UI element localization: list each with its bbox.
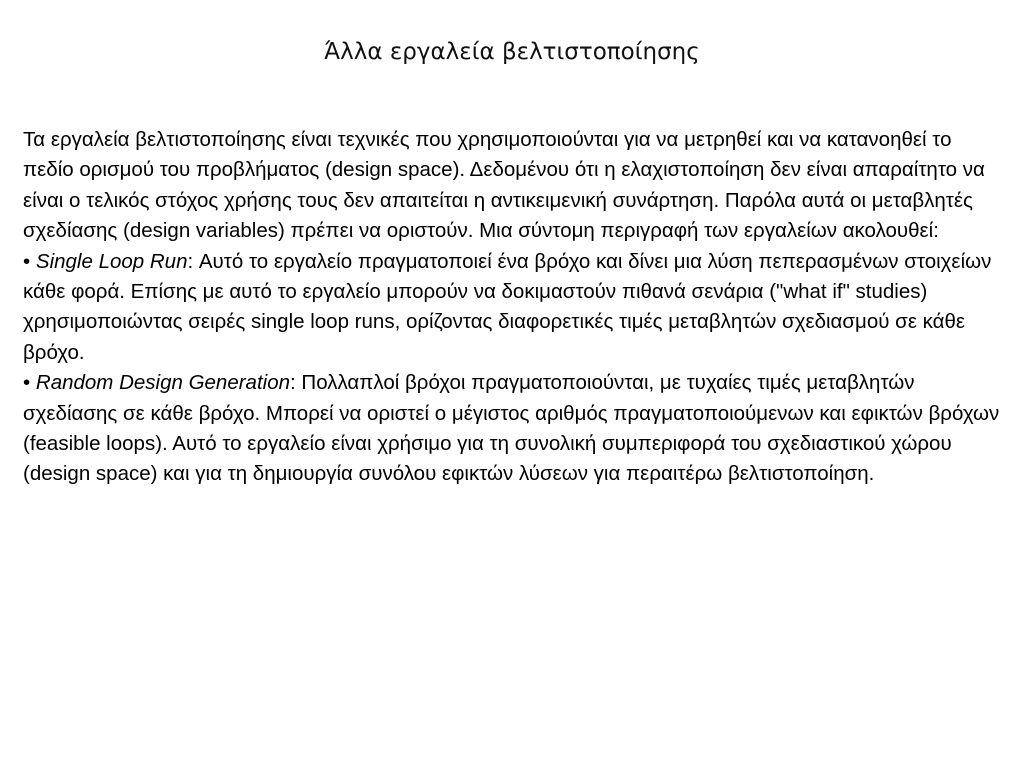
bullet-marker: • — [23, 371, 31, 395]
bullet-term: Single Loop Run — [35, 249, 188, 273]
bullet-text: : Αυτό το εργαλείο πραγματοποιεί ένα βρόχο και δίνει μια λύση πεπερασμένων στοιχείων κάθε φορά. Επίσης με αυτό το εργαλείο μπορούν να δοκιμαστούν πιθανά σενάρια ("what if" studies) χρησιμοποιώντας σειρές single loop runs, ορίζοντας διαφορετικές τιμές μεταβλητών σχεδιασμού σε κάθε βρόχο. — [23, 249, 992, 364]
slide-body — [23, 125, 1001, 490]
intro-paragraph: Τα εργαλεία βελτιστοποίησης είναι τεχνικές που χρησιμοποιούνται για να μετρηθεί και να κατανοηθεί το πεδίο ορισμού του προβλήματος (design space). Δεδομένου ότι η ελαχιστοποίηση δεν είναι απαραίτητο να είναι ο τελικός στόχος χρήσης τους δεν απαιτείται η αντικειμενική συνάρτηση. Παρόλα αυτά οι μεταβλητές σχεδίασης (design variables) πρέπει να οριστούν. Μια σύντομη περιγραφή των εργαλείων ακολουθεί: — [23, 128, 985, 243]
bullet-text: : Πολλαπλοί βρόχοι πραγματοποιούνται, με τυχαίες τιμές μεταβλητών σχεδίασης σε κάθε βρόχο. Μπορεί να οριστεί ο μέγιστος αριθμός πραγματοποιούμενων και εφικτών βρόχων (feasible loops). Αυτό το εργαλείο είναι χρήσιμο για τη συνολική συμπεριφορά του σχεδιαστικού χώρου (design space) και για τη δημιουργία συνόλου εφικτών λύσεων για περαιτέρω βελτιστοποίηση. — [23, 371, 1000, 486]
bullet-marker: • — [23, 249, 31, 273]
bullet-term: Random Design Generation — [35, 371, 291, 395]
slide-title: Άλλα εργαλεία βελτιστοποίησης — [324, 39, 700, 65]
bullet-item-single-loop-run — [23, 247, 1001, 369]
bullet-item-random-design-generation — [23, 368, 1001, 490]
